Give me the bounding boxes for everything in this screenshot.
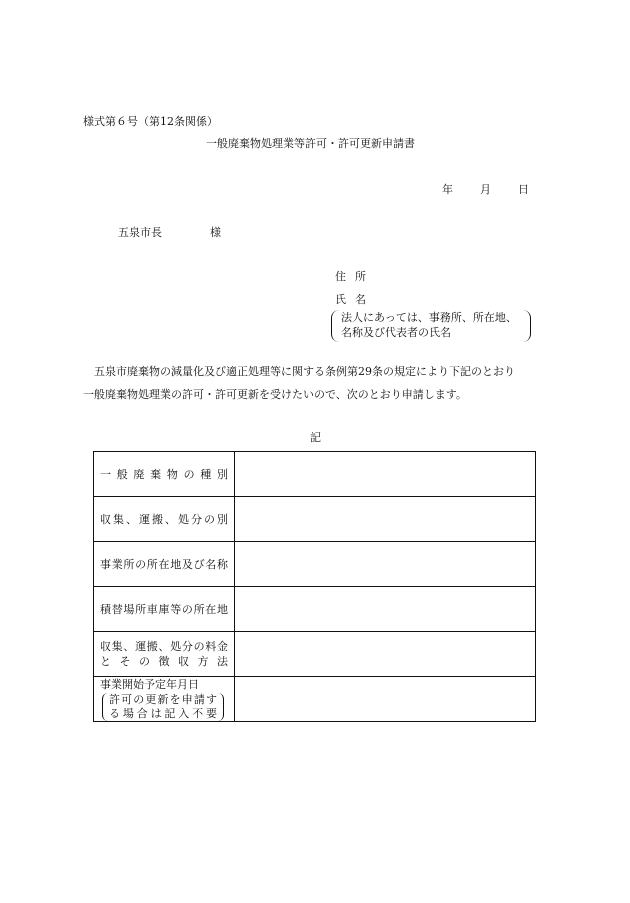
table-row (94, 587, 536, 632)
addressee (118, 224, 221, 240)
row-label-business-type: 収集、運搬、処分の別 (94, 497, 235, 542)
ki-label: 記 (310, 431, 321, 444)
renewal-note: 許可の更新を申請す る場合は記入不要 (102, 693, 224, 721)
row-value-business-type[interactable] (235, 497, 536, 542)
row-value-fees[interactable] (235, 632, 536, 677)
row-label-start-date: 事業開始予定年月日 許可の更新を申請す る場合は記入不要 (94, 677, 235, 722)
date-year: 年 (442, 183, 453, 196)
corporation-note (331, 310, 531, 342)
date-line (442, 181, 529, 197)
row-label-fees: 収集、運搬、処分の料金 とその徴収方法 (94, 632, 235, 677)
corporation-note-line1: 法人にあっては、事務所、所在地、 (341, 311, 517, 324)
date-month: 月 (480, 183, 491, 196)
row-label-transfer-site: 積替場所車庫等の所在地 (94, 587, 235, 632)
body-line2: 一般廃棄物処理業の許可・許可更新を受けたいので、次のとおり申請します。 (83, 388, 467, 401)
corporation-note-line2: 名称及び代表者の氏名 (341, 326, 451, 339)
row-value-transfer-site[interactable] (235, 587, 536, 632)
body-line1: 五泉市廃棄物の減量化及び適正処理等に関する条例第29条の規定により下記のとおり (94, 365, 515, 378)
row-value-waste-type[interactable] (235, 452, 536, 497)
name-label: 氏名 (335, 293, 375, 306)
document-title: 一般廃棄物処理業等許可・許可更新申請書 (206, 137, 415, 150)
address-label: 住所 (335, 270, 375, 283)
table-row (94, 677, 536, 722)
row-label-office-location: 事業所の所在地及び名称 (94, 542, 235, 587)
row-value-start-date[interactable] (235, 677, 536, 722)
table-row (94, 542, 536, 587)
table-row (94, 497, 536, 542)
form-number: 様式第６号（第12条関係） (83, 115, 218, 128)
date-day: 日 (518, 183, 529, 196)
row-value-office-location[interactable] (235, 542, 536, 587)
addressee-name: 五泉市長 (118, 226, 162, 239)
row-label-waste-type: 一般廃棄物の種別 (94, 452, 235, 497)
body-text (83, 360, 515, 406)
table-row (94, 632, 536, 677)
application-items-table (93, 451, 536, 722)
table-row (94, 452, 536, 497)
addressee-honorific: 様 (210, 226, 221, 239)
